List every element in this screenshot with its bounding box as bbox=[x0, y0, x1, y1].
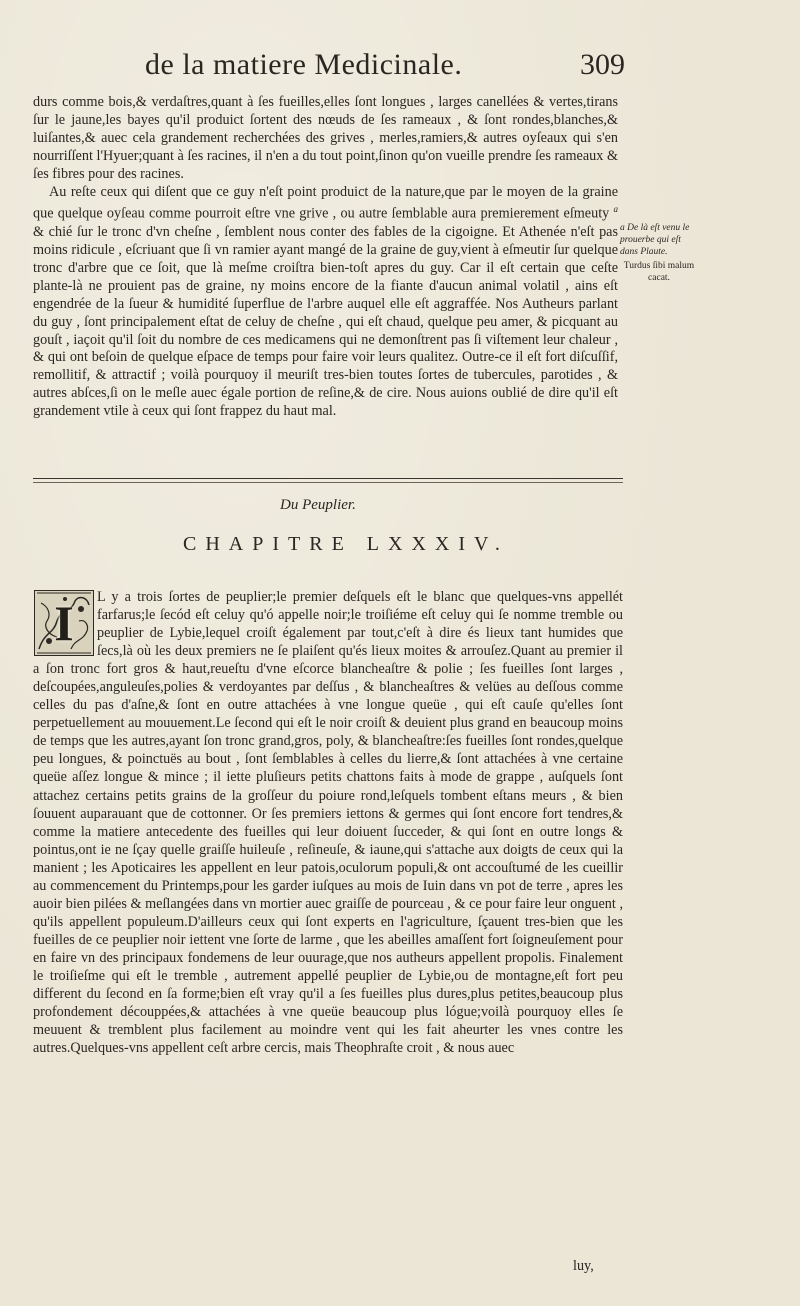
running-header bbox=[145, 48, 625, 88]
margin-note-text: a De là eſt venu le prouerbe qui eſt dans Plaute. bbox=[620, 223, 690, 257]
note-reference: a bbox=[613, 204, 619, 215]
section-rule-thin bbox=[33, 482, 623, 483]
catchword: luy, bbox=[573, 1258, 594, 1274]
decorated-initial bbox=[34, 590, 94, 656]
section-rule bbox=[33, 478, 623, 479]
margin-note-quote: Turdus ſibi malum cacat. bbox=[623, 261, 695, 283]
chapter-subtitle: Du Peuplier. bbox=[280, 497, 356, 513]
paragraph bbox=[33, 184, 618, 422]
paragraph-text: Au reſte ceux qui diſent que ce guy n'eſt point produict de la nature,que par le moyen de la graine que quelque oyſeau comme pourroit eſtre vne grive , ou autre ſemblable aura premierement eſmeuty bbox=[33, 183, 618, 223]
paragraph: durs comme bois,& verdaſtres,quant à ſes fueilles,elles ſont longues , larges canellées & vertes,tirans ſur le jaune,les bayes qu'il produict ſortent des nœuds de ſes rameaux , & ſont rondes,blanches,& luiſantes,& auec cela grandement recherchées des grives , merles,ramiers,& autres oyſeaux qui s'en nourriſſent l'Hyuer;quant à ſes racines, il n'en a du tout point,ſinon qu'on vueille prendre ſes rameaux & ſes fibres pour des racines. bbox=[33, 94, 618, 182]
margin-note bbox=[620, 222, 698, 284]
chapter-paragraph: L y a trois ſortes de peuplier;le premier deſquels eſt le blanc que quelques-vns appellét farfarus;le ſecód eſt celuy qu'ó appelle noir;le troiſiéme eſt celuy qui ſe nomme tremble ou peuplier de Lybie,lequel croiſt également par tout,c'eſt à dire és lieux tant humides que ſecs,là où les deux premiers ne ſe plaiſent qu'és lieux moites & arrouſez.Quant au premier il a ſon tronc fort gros & haut,reueſtu d'vne eſcorce blancheaſtre & polie ; ſes fueilles ſont larges , deſcoupées,anguleuſes,polies & verdoyantes par deſſus , & blancheaſtres & velües au deſſous comme celles du pas d'aſne,& ſont en outre attachées à vne longue queüe , qui eſt cauſe qu'elles ſont perpetuellement au mouuement.Le ſecond qui eſt le noir croiſt & deuient plus grand en beaucoup moins de temps que les autres,ayant ſon tronc grand,gros, poly, & blancheaſtre:ſes fueilles ſont rondes,quelque peu longues, & poinctuës au bout , ſont ſemblables à celles du lierre,& ſont attachées à vne certaine queüe aſſez longue & mince ; il iette pluſieurs petits chattons faits à mode de grappe , auſquels ſont attachez certains petits grains de la groſſeur du poiure rond,leſquels tombent eſtans meurs , & bien ſouuent auparauant que de cottonner. Or ſes premiers iettons & germes qui ſont encore fort tendres,& comme la matiere antecedente des fueilles qui leur doiuent ſucceder, & qui ſont en outre longs & pointus,ont ie ne ſçay quelle graiſſe huileuſe , reſineuſe, & iaune,qui s'attache aux doigts de ceux qui la manient ; les Apoticaires les appellent en leur patois,oculorum populi,& ont accouſtumé de les cueillir au commencement du Printemps,pour les garder iuſques au mois de Iuin dans vn pot de terre , apres les auoir bien pilées & meſlangées dans vn mortier auec graiſſe de pourceau , & ce pour faire leur onguent , qu'ils appellent populeum.D'ailleurs ceux qui ſont experts en l'agriculture, ſçauent tres-bien que les fueilles de ce peuplier noir iettent vne ſorte de larme , que les abeilles amaſſent fort ſoigneuſement pour en faire vn des principaux fondemens de leur ouurage,que nos autheurs appellent propolis. Finalement le troiſieſme qui eſt le tremble , autrement appellé peuplier de Lybie,ou de montagne,eſt fort peu different du ſecond en ſa forme;bien eſt vray qu'il a ſes fueilles plus dures,plus petites,beaucoup plus profondement découppées,& attachées à vne queüe beaucoup plus lógue;voilà pourquoy elles ſe meuuent & tremblent plus facilement au moindre vent qui les fait aheurter les vnes contre les autres.Quelques-vns appellent ceſt arbre cercis, mais Theophraſte croit , & nous auec bbox=[33, 589, 623, 1057]
initial-letter: I bbox=[54, 595, 74, 651]
page-number: 309 bbox=[580, 48, 625, 81]
chapter-heading: CHAPITRE LXXXIV. bbox=[183, 533, 509, 555]
paragraph-text: & chié ſur le tronc d'vn cheſne , ſemblent nous conter des fables de la cigoigne. Et Athenée n'eſt pas moins ridicule , eſcriuant que ſi vn ramier ayant mangé de la graine de guy,vient à eſmeutir ſur quelque tronc d'arbre que ce ſoit, que là meſme croiſtra bien-toſt apres du guy. Car il eſt certain que ceſte plante-là ne prouient pas de graine, ny moins encore de la fiante d'aucun animal volatil , ains eſt engendrée de la ſueur & humidité ſuperflue de l'arbre auquel elle eſt aggraffée. Nos Autheurs parlant du guy , ſont principalement eſtat de celuy de cheſne , qui eſt chaud, quelque peu amer, & picquant au gouſt , iaçoit qu'il ſoit du nombre de ces medicamens qui ne demonſtrent pas ſi viſtement leur chaleur , & qui ont beſoin de quelque eſpace de temps pour faire voir leurs qualitez. Outre-ce il eſt fort diſcuſſif, remollitif, & attractif ; voilà pourquoy il meuriſt tres-bien toutes ſortes de tubercules, parotides , & autres abſces,ſi on le meſle auec égale portion de reſine,& de cire. Nous auions oublié de dire qu'il eſt grandement vtile à ceux qui ſont frappez du haut mal. bbox=[33, 224, 618, 420]
main-text-block bbox=[33, 94, 618, 421]
chapter-text-block bbox=[33, 588, 623, 1057]
running-title: de la matiere Medicinale. bbox=[145, 48, 463, 81]
